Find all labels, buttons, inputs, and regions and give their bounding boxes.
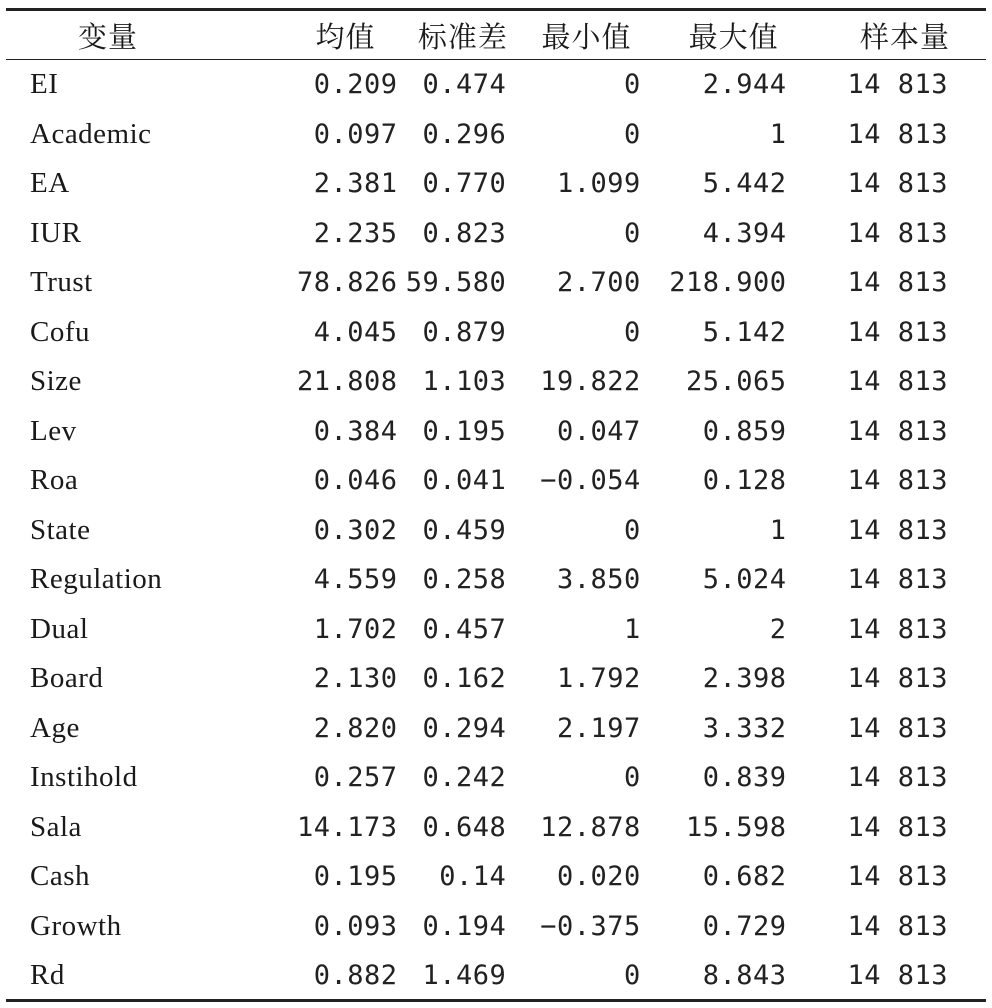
table-header bbox=[6, 11, 986, 60]
cell-variable: Dual bbox=[30, 612, 89, 645]
cell-variable: IUR bbox=[30, 216, 82, 249]
header-n: 样本量 bbox=[795, 11, 987, 60]
cell-n: 14 813 bbox=[847, 366, 948, 398]
cell-variable: EA bbox=[30, 167, 70, 200]
table-row bbox=[6, 407, 986, 457]
table-row bbox=[6, 902, 986, 952]
cell-variable: Growth bbox=[30, 909, 122, 942]
cell-max: 0.128 bbox=[702, 465, 787, 497]
cell-mean: 2.820 bbox=[313, 712, 398, 744]
table-row bbox=[6, 803, 986, 853]
cell-sd: 0.823 bbox=[422, 217, 507, 249]
cell-max: 15.598 bbox=[685, 811, 787, 843]
cell-sd: 1.469 bbox=[422, 960, 507, 992]
cell-sd: 0.294 bbox=[422, 712, 507, 744]
cell-mean: 0.257 bbox=[313, 762, 398, 794]
cell-n: 14 813 bbox=[847, 168, 948, 200]
cell-max: 0.839 bbox=[702, 762, 787, 794]
cell-min: 3.850 bbox=[557, 564, 641, 596]
cell-n: 14 813 bbox=[847, 118, 948, 150]
cell-mean: 0.302 bbox=[313, 514, 398, 546]
cell-min: 2.197 bbox=[557, 712, 641, 744]
cell-variable: Academic bbox=[30, 117, 152, 150]
table-row bbox=[6, 357, 986, 407]
cell-sd: 0.258 bbox=[422, 564, 507, 596]
cell-mean: 21.808 bbox=[296, 366, 398, 398]
cell-sd: 0.457 bbox=[422, 613, 507, 645]
table-row bbox=[6, 308, 986, 358]
cell-mean: 0.384 bbox=[313, 415, 398, 447]
table-row bbox=[6, 456, 986, 506]
cell-max: 218.900 bbox=[669, 267, 787, 299]
cell-sd: 1.103 bbox=[422, 366, 507, 398]
table-body bbox=[6, 60, 986, 1001]
cell-min: 0 bbox=[624, 960, 641, 992]
cell-mean: 0.097 bbox=[313, 118, 398, 150]
cell-max: 5.142 bbox=[702, 316, 787, 348]
cell-n: 14 813 bbox=[847, 613, 948, 645]
cell-variable: Sala bbox=[30, 810, 82, 843]
cell-min: 0 bbox=[624, 69, 641, 101]
cell-sd: 0.041 bbox=[422, 465, 507, 497]
cell-sd: 0.194 bbox=[422, 910, 507, 942]
cell-max: 3.332 bbox=[702, 712, 787, 744]
descriptive-statistics-table bbox=[6, 8, 986, 1002]
cell-sd: 0.296 bbox=[422, 118, 507, 150]
cell-variable: Lev bbox=[30, 414, 77, 447]
cell-n: 14 813 bbox=[847, 514, 948, 546]
cell-n: 14 813 bbox=[847, 564, 948, 596]
cell-min: 0 bbox=[624, 118, 641, 150]
cell-mean: 14.173 bbox=[296, 811, 398, 843]
cell-n: 14 813 bbox=[847, 712, 948, 744]
cell-min: 0.020 bbox=[557, 861, 641, 893]
cell-max: 2.944 bbox=[702, 69, 787, 101]
cell-max: 4.394 bbox=[702, 217, 787, 249]
cell-max: 8.843 bbox=[702, 960, 787, 992]
table-row bbox=[6, 159, 986, 209]
cell-min: −0.054 bbox=[540, 465, 641, 497]
cell-variable: Board bbox=[30, 662, 104, 695]
cell-n: 14 813 bbox=[847, 465, 948, 497]
cell-mean: 0.046 bbox=[313, 465, 398, 497]
table-row bbox=[6, 852, 986, 902]
cell-min: 0 bbox=[624, 762, 641, 794]
cell-variable: Instihold bbox=[30, 761, 138, 794]
table-row bbox=[6, 506, 986, 556]
cell-min: 0 bbox=[624, 217, 641, 249]
cell-n: 14 813 bbox=[847, 861, 948, 893]
cell-mean: 2.381 bbox=[313, 168, 398, 200]
cell-mean: 2.235 bbox=[313, 217, 398, 249]
cell-n: 14 813 bbox=[847, 960, 948, 992]
table-row bbox=[6, 110, 986, 160]
table-row bbox=[6, 951, 986, 1001]
cell-mean: 1.702 bbox=[313, 613, 398, 645]
cell-max: 2.398 bbox=[702, 663, 787, 695]
cell-max: 2 bbox=[769, 613, 787, 645]
cell-variable: Age bbox=[30, 711, 80, 744]
cell-variable: State bbox=[30, 513, 91, 546]
stats-table bbox=[6, 11, 986, 1001]
header-variable: 变量 bbox=[6, 11, 248, 60]
cell-n: 14 813 bbox=[847, 217, 948, 249]
cell-max: 5.024 bbox=[702, 564, 787, 596]
cell-max: 0.682 bbox=[702, 861, 787, 893]
cell-sd: 0.242 bbox=[422, 762, 507, 794]
cell-variable: Cash bbox=[30, 860, 90, 893]
table-row bbox=[6, 704, 986, 754]
table-row bbox=[6, 60, 986, 110]
cell-mean: 0.093 bbox=[313, 910, 398, 942]
cell-sd: 59.580 bbox=[405, 267, 507, 299]
cell-min: 1.792 bbox=[557, 663, 641, 695]
cell-variable: Trust bbox=[30, 266, 93, 299]
cell-min: 0 bbox=[624, 316, 641, 348]
cell-n: 14 813 bbox=[847, 910, 948, 942]
cell-variable: Roa bbox=[30, 464, 79, 497]
cell-max: 25.065 bbox=[685, 366, 787, 398]
table-row bbox=[6, 209, 986, 259]
cell-mean: 2.130 bbox=[313, 663, 398, 695]
cell-n: 14 813 bbox=[847, 415, 948, 447]
cell-n: 14 813 bbox=[847, 69, 948, 101]
table-row bbox=[6, 654, 986, 704]
cell-mean: 78.826 bbox=[296, 267, 398, 299]
cell-variable: Size bbox=[30, 365, 82, 398]
cell-sd: 0.162 bbox=[422, 663, 507, 695]
cell-max: 1 bbox=[769, 118, 787, 150]
cell-sd: 0.195 bbox=[422, 415, 507, 447]
cell-min: −0.375 bbox=[540, 910, 641, 942]
cell-min: 1 bbox=[624, 613, 641, 645]
header-max: 最大值 bbox=[653, 11, 795, 60]
table-row bbox=[6, 753, 986, 803]
cell-min: 1.099 bbox=[557, 168, 641, 200]
table-row bbox=[6, 555, 986, 605]
cell-min: 0.047 bbox=[557, 415, 641, 447]
cell-n: 14 813 bbox=[847, 316, 948, 348]
table-row bbox=[6, 258, 986, 308]
cell-n: 14 813 bbox=[847, 267, 948, 299]
cell-n: 14 813 bbox=[847, 663, 948, 695]
cell-variable: Rd bbox=[30, 959, 65, 992]
cell-n: 14 813 bbox=[847, 762, 948, 794]
cell-variable: EI bbox=[30, 68, 59, 101]
cell-variable: Cofu bbox=[30, 315, 90, 348]
header-row bbox=[6, 11, 986, 60]
cell-min: 12.878 bbox=[540, 811, 641, 843]
cell-mean: 4.045 bbox=[313, 316, 398, 348]
cell-sd: 0.474 bbox=[422, 69, 507, 101]
cell-sd: 0.770 bbox=[422, 168, 507, 200]
header-mean: 均值 bbox=[248, 11, 406, 60]
cell-min: 19.822 bbox=[540, 366, 641, 398]
cell-sd: 0.879 bbox=[422, 316, 507, 348]
header-sd: 标准差 bbox=[405, 11, 520, 60]
cell-min: 2.700 bbox=[557, 267, 641, 299]
cell-min: 0 bbox=[624, 514, 641, 546]
cell-max: 1 bbox=[769, 514, 787, 546]
cell-max: 5.442 bbox=[702, 168, 787, 200]
cell-max: 0.729 bbox=[702, 910, 787, 942]
cell-sd: 0.459 bbox=[422, 514, 507, 546]
cell-mean: 0.209 bbox=[313, 69, 398, 101]
cell-mean: 4.559 bbox=[313, 564, 398, 596]
cell-variable: Regulation bbox=[30, 563, 163, 596]
cell-max: 0.859 bbox=[702, 415, 787, 447]
cell-n: 14 813 bbox=[847, 811, 948, 843]
table-row bbox=[6, 605, 986, 655]
cell-mean: 0.882 bbox=[313, 960, 398, 992]
cell-sd: 0.14 bbox=[439, 861, 507, 893]
cell-sd: 0.648 bbox=[422, 811, 507, 843]
header-min: 最小值 bbox=[520, 11, 653, 60]
cell-mean: 0.195 bbox=[313, 861, 398, 893]
